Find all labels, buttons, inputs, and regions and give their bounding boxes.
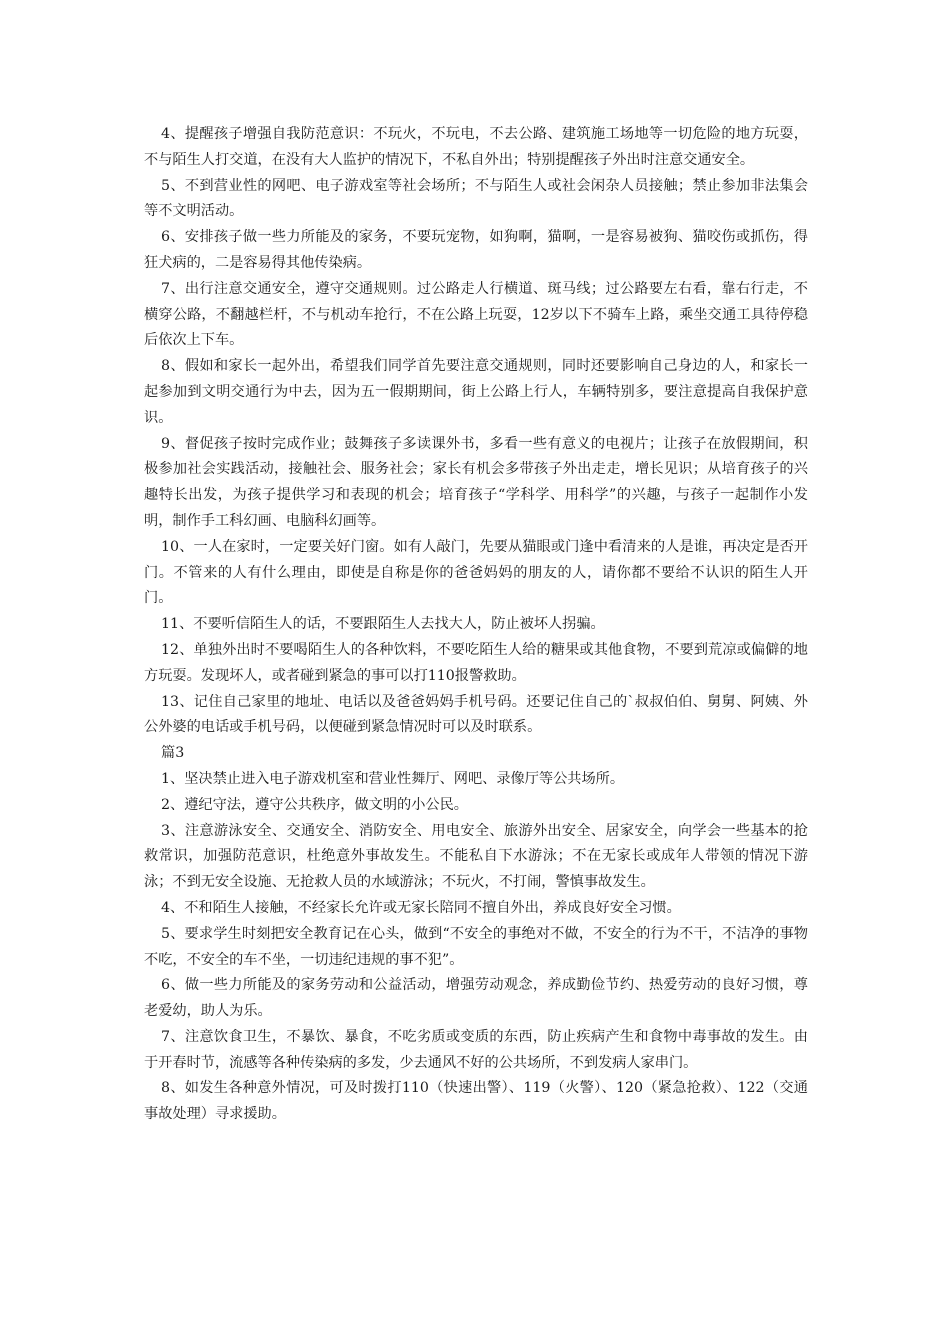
paragraph-item-13: 13、记住自己家里的地址、电话以及爸爸妈妈手机号码。还要记住自己的`叔叔伯伯、舅舅、阿姨、外公外婆的电话或手机号码，以便碰到紧急情况时可以及时联系。 xyxy=(144,693,808,736)
section-paragraph-8: 8、如发生各种意外情况，可及时拨打110（快速出警）、119（火警）、120（紧急抢救）、122（交通事故处理）寻求援助。 xyxy=(144,1080,808,1123)
section-paragraph-5: 5、要求学生时刻把安全教育记在心头，做到“不安全的事绝对不做，不安全的行为不干，不洁净的事物不吃，不安全的车不坐，一切违纪违规的事不犯”。 xyxy=(144,925,808,968)
paragraph-item-12: 12、单独外出时不要喝陌生人的各种饮料，不要吃陌生人给的糖果或其他食物，不要到荒凉或偏僻的地方玩耍。发现坏人，或者碰到紧急的事可以打110报警救助。 xyxy=(144,641,808,684)
paragraph-item-8: 8、假如和家长一起外出，希望我们同学首先要注意交通规则，同时还要影响自己身边的人，和家长一起参加到文明交通行为中去，因为五一假期期间，街上公路上行人，车辆特别多，要注意提高自我保护意识。 xyxy=(144,358,808,426)
paragraph-item-5: 5、不到营业性的网吧、电子游戏室等社会场所；不与陌生人或社会闲杂人员接触；禁止参加非法集会等不文明活动。 xyxy=(144,177,808,220)
document-body xyxy=(144,122,808,1128)
paragraph-item-7: 7、出行注意交通安全，遵守交通规则。过公路走人行横道、斑马线；过公路要左右看，靠右行走，不横穿公路，不翻越栏杆，不与机动车抢行，不在公路上玩耍，12岁以下不骑车上路，乘坐交通工具待停稳后依次上下车。 xyxy=(144,280,808,349)
section-paragraph-4: 4、不和陌生人接触，不经家长允许或无家长陪同不擅自外出，养成良好安全习惯。 xyxy=(161,899,681,916)
paragraph-item-4: 4、提醒孩子增强自我防范意识：不玩火，不玩电，不去公路、建筑施工场地等一切危险的地方玩耍，不与陌生人打交道，在没有大人监护的情况下，不私自外出；特别提醒孩子外出时注意交通安全。 xyxy=(144,126,808,168)
paragraph-item-9: 9、督促孩子按时完成作业；鼓舞孩子多读课外书，多看一些有意义的电视片；让孩子在放假期间，积极参加社会实践活动，接触社会、服务社会；家长有机会多带孩子外出走走，增长见识；从培育孩子的兴趣特长出发，为孩子提供学习和表现的机会；培育孩子“学科学、用科学”的兴趣，与孩子一起制作小发明，制作手工科幻画、电脑科幻画等。 xyxy=(144,435,808,529)
section-paragraph-1: 1、坚决禁止进入电子游戏机室和营业性舞厅、网吧、录像厅等公共场所。 xyxy=(161,770,625,787)
section-paragraph-6: 6、做一些力所能及的家务劳动和公益活动，增强劳动观念，养成勤俭节约、热爱劳动的良好习惯，尊老爱幼，助人为乐。 xyxy=(144,977,808,1020)
section-paragraph-2: 2、遵纪守法，遵守公共秩序，做文明的小公民。 xyxy=(161,796,468,813)
section-paragraph-3: 3、注意游泳安全、交通安全、消防安全、用电安全、旅游外出安全、居家安全，向学会一些基本的抢救常识，加强防范意识，杜绝意外事故发生。不能私自下水游泳；不在无家长或成年人带领的情况下游泳；不到无安全设施、无抢救人员的水域游泳；不玩火，不打闹，警慎事故发生。 xyxy=(144,822,808,891)
section-heading: 篇3 xyxy=(161,745,185,762)
paragraph-item-10: 10、一人在家时，一定要关好门窗。如有人敲门，先要从猫眼或门逢中看清来的人是谁，再决定是否开门。不管来的人有什么理由，即使是自称是你的爸爸妈妈的朋友的人，请你都不要给不认识的陌生人开门。 xyxy=(144,538,808,607)
paragraph-item-6: 6、安排孩子做一些力所能及的家务，不要玩宠物，如狗啊，猫啊，一是容易被狗、猫咬伤或抓伤，得狂犬病的，二是容易得其他传染病。 xyxy=(144,229,808,271)
section-paragraph-7: 7、注意饮食卫生，不暴饮、暴食，不吃劣质或变质的东西，防止疾病产生和食物中毒事故的发生。由于开春时节，流感等各种传染病的多发，少去通风不好的公共场所，不到发病人家串门。 xyxy=(144,1028,808,1071)
paragraph-item-11: 11、不要听信陌生人的话，不要跟陌生人去找大人，防止被坏人拐骗。 xyxy=(161,616,605,633)
